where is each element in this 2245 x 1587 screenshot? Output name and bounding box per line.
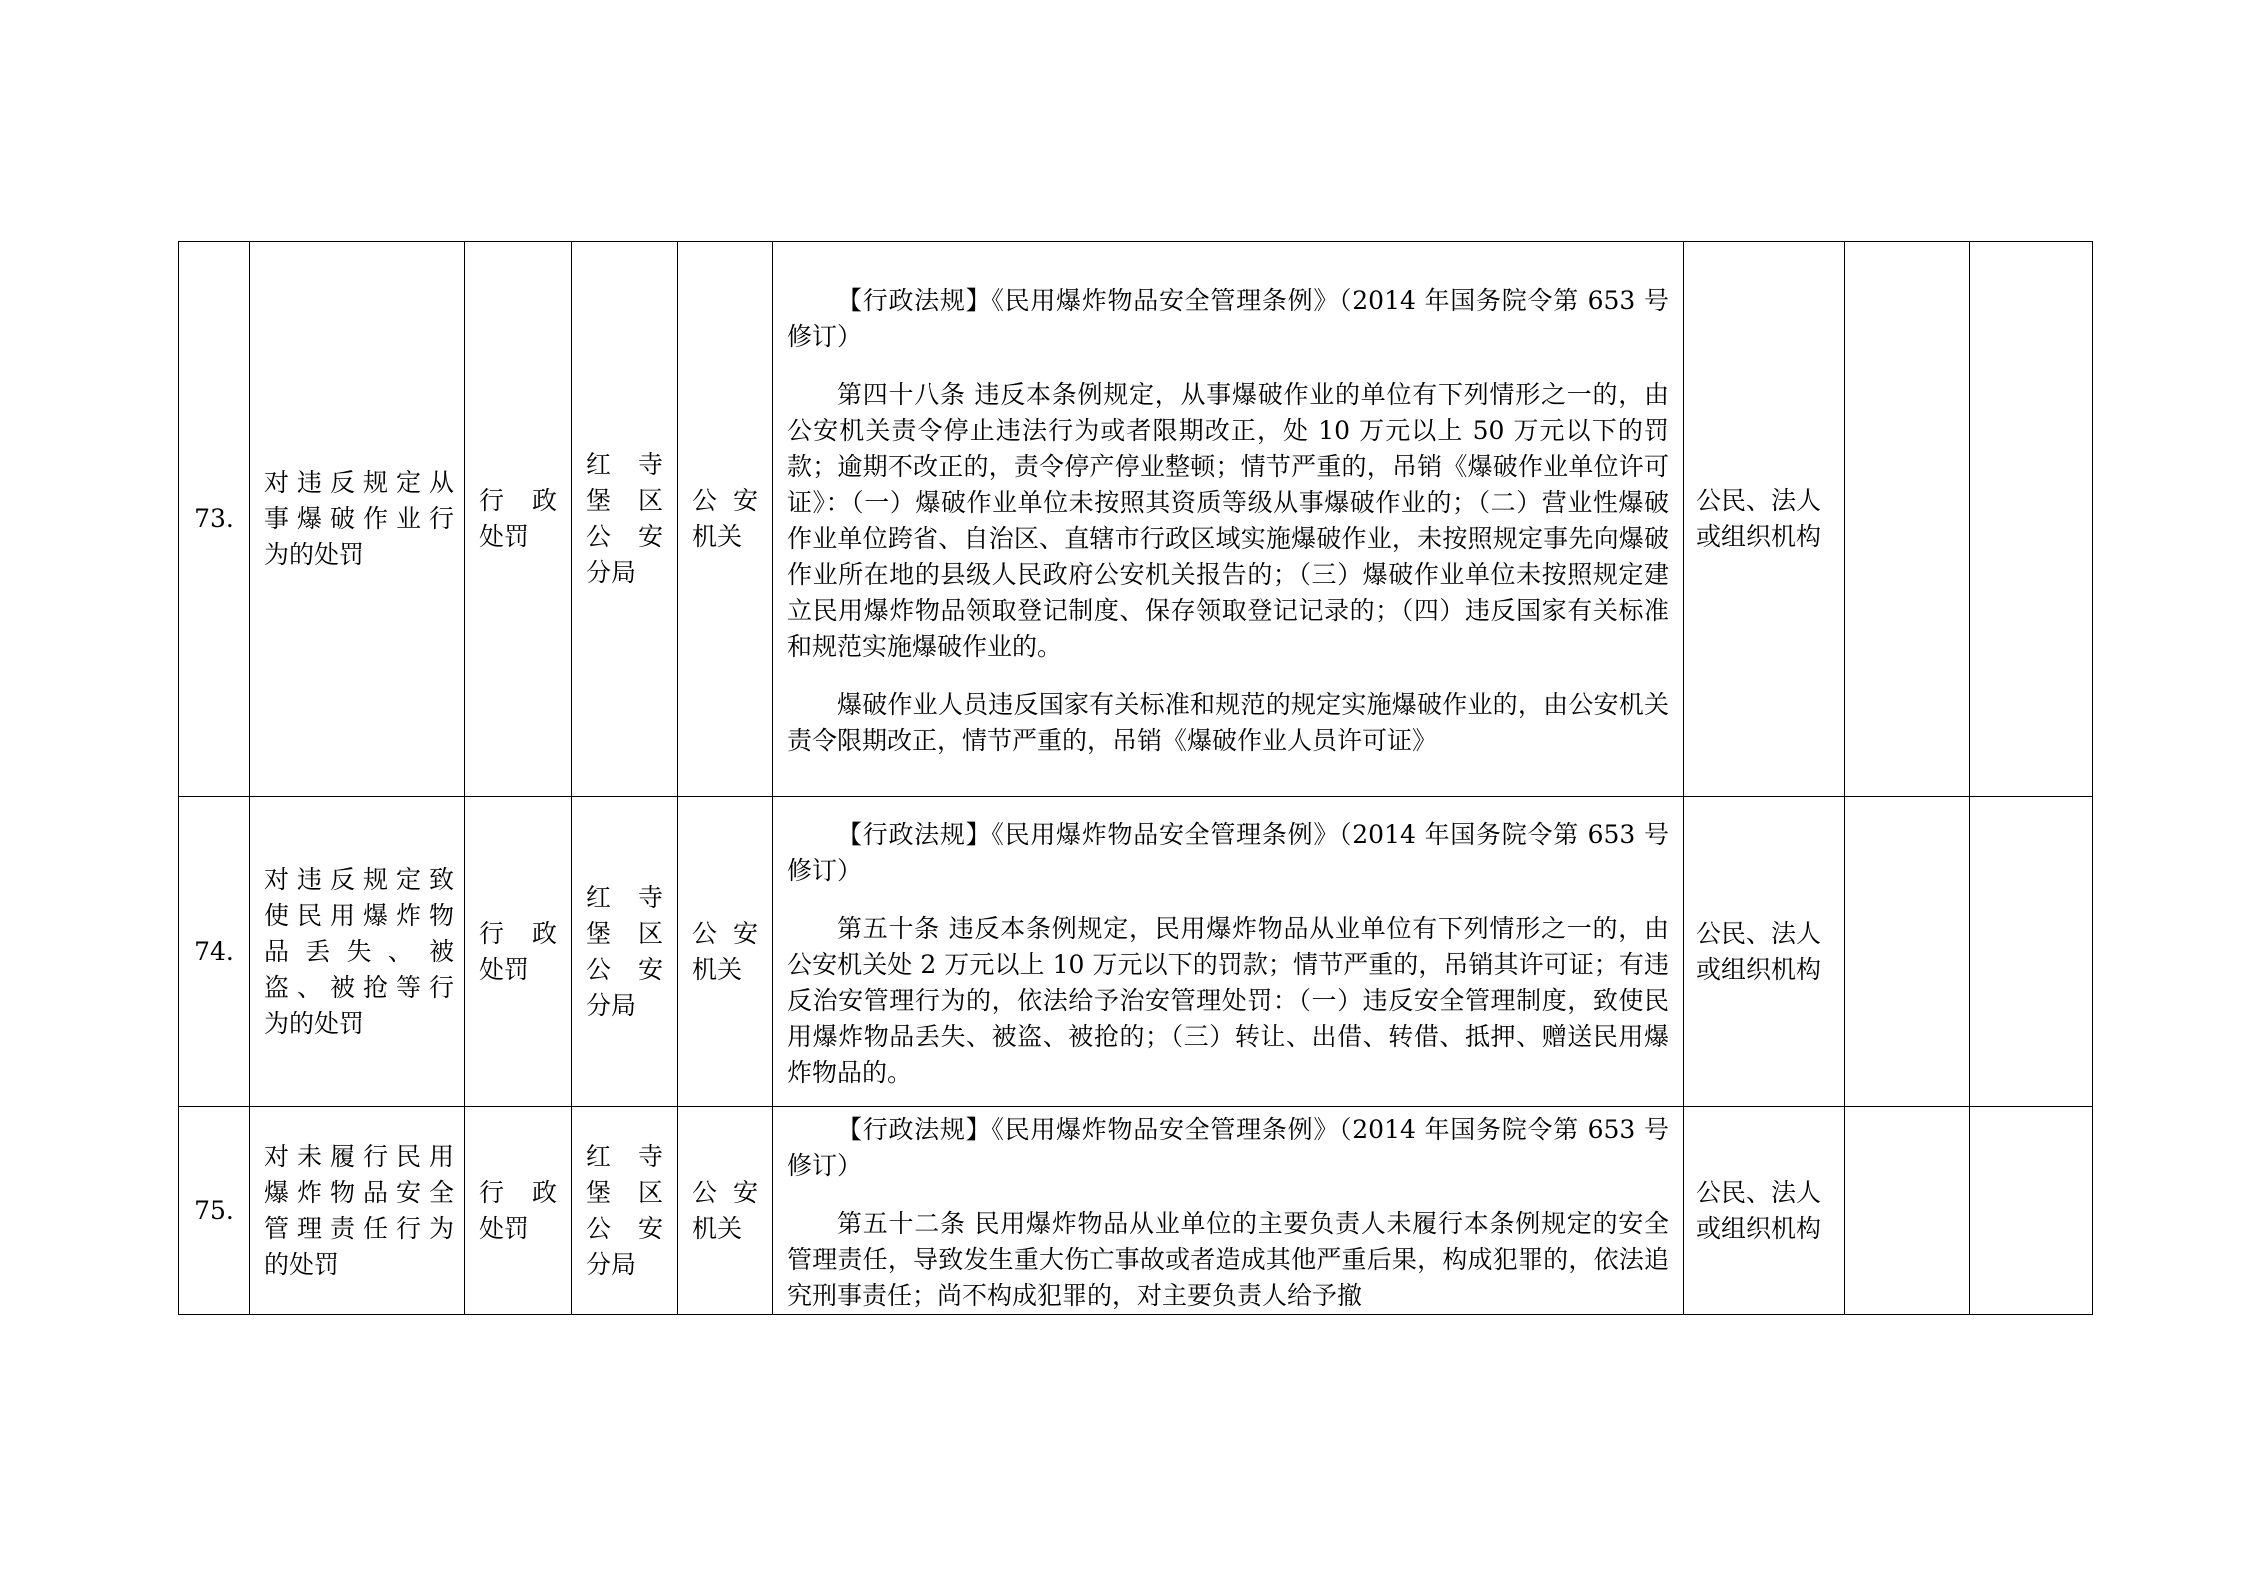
power-type-cell xyxy=(465,1107,572,1315)
power-type-line: 处罚 xyxy=(479,522,530,551)
power-type-line: 行 政 xyxy=(479,1177,557,1207)
target-object-line: 公民、法人 xyxy=(1696,486,1822,515)
enforcement-body-line: 机关 xyxy=(692,954,743,984)
department-line: 堡 区 xyxy=(586,918,663,948)
power-type-line: 行 政 xyxy=(479,486,557,515)
department-line: 公 安 xyxy=(586,954,663,984)
legal-basis-cell xyxy=(773,242,1684,797)
item-name-cell xyxy=(250,1107,465,1315)
power-type-cell xyxy=(465,242,572,797)
target-object-line: 或组织机构 xyxy=(1696,1213,1822,1243)
row-number: 73. xyxy=(179,242,250,797)
legal-basis-article: 第五十二条 民用爆炸物品从业单位的主要负责人未履行本条例规定的安全管理责任，导致发生重大伤亡事故或者造成其他严重后果，构成犯罪的，依法追究刑事责任；尚不构成犯罪的，对主要负责人给予撤 xyxy=(787,1208,1669,1310)
power-type-cell xyxy=(465,797,572,1107)
target-object-line: 或组织机构 xyxy=(1696,954,1822,984)
department-line: 红 寺 xyxy=(586,450,663,479)
department-cell xyxy=(572,242,678,797)
enforcement-body-line: 机关 xyxy=(692,1213,743,1243)
legal-basis-cell xyxy=(773,1107,1684,1315)
item-name-line: 品 丢 失 、 被 xyxy=(264,936,454,966)
department-line: 堡 区 xyxy=(586,1177,663,1207)
legal-basis-article: 第五十条 违反本条例规定，民用爆炸物品从业单位有下列情形之一的，由公安机关处 2 万元以上 10 万元以下的罚款；情节严重的，吊销其许可证；有违反治安管理行为的，依法给予治安管理处罚：（一）违反安全管理制度，致使民用爆炸物品丢失、被盗、被抢的；（三）转让、出借、转借、抵押、赠送民用爆炸物品的。 xyxy=(787,913,1669,1087)
enforcement-body-line: 机关 xyxy=(692,522,743,551)
item-name-cell xyxy=(250,242,465,797)
item-name-line: 事爆破作业行 xyxy=(264,504,454,533)
item-name-line: 为的处罚 xyxy=(264,540,365,569)
target-object-line: 或组织机构 xyxy=(1696,522,1822,551)
row-number: 75. xyxy=(179,1107,250,1315)
item-name-line: 对未履行民用 xyxy=(264,1141,454,1171)
power-type-line: 处罚 xyxy=(479,954,530,984)
enforcement-body-cell xyxy=(678,242,773,797)
target-object-line: 公民、法人 xyxy=(1696,1177,1822,1207)
item-name-line: 管理责任行为 xyxy=(264,1213,454,1243)
department-line: 红 寺 xyxy=(586,882,663,912)
department-cell xyxy=(572,797,678,1107)
enforcement-body-line: 公 安 xyxy=(692,486,758,515)
department-cell xyxy=(572,1107,678,1315)
empty-cell xyxy=(1970,1107,2093,1315)
department-line: 公 安 xyxy=(586,522,663,551)
empty-cell xyxy=(1970,242,2093,797)
power-type-line: 行 政 xyxy=(479,918,557,948)
legal-basis-source: 【行政法规】《民用爆炸物品安全管理条例》（2014 年国务院令第 653 号修订） xyxy=(787,1114,1669,1180)
item-name-line: 对违反规定从 xyxy=(264,468,454,497)
department-line: 分局 xyxy=(586,990,637,1020)
table-row xyxy=(179,1107,2093,1315)
enforcement-body-line: 公 安 xyxy=(692,1177,758,1207)
table-row xyxy=(179,797,2093,1107)
enforcement-body-cell xyxy=(678,1107,773,1315)
legal-basis-source: 【行政法规】《民用爆炸物品安全管理条例》（2014 年国务院令第 653 号修订） xyxy=(787,286,1669,351)
target-object-line: 公民、法人 xyxy=(1696,918,1822,948)
department-line: 公 安 xyxy=(586,1213,663,1243)
target-object-cell xyxy=(1684,797,1845,1107)
department-line: 分局 xyxy=(586,1249,637,1279)
item-name-line: 的处罚 xyxy=(264,1249,340,1279)
empty-cell xyxy=(1970,797,2093,1107)
enforcement-body-line: 公 安 xyxy=(692,918,758,948)
target-object-cell xyxy=(1684,1107,1845,1315)
legal-basis-cell xyxy=(773,797,1684,1107)
legal-basis-article: 第四十八条 违反本条例规定，从事爆破作业的单位有下列情形之一的，由公安机关责令停止违法行为或者限期改正，处 10 万元以上 50 万元以下的罚款；逾期不改正的，责令停产停业整顿；情节严重的，吊销《爆破作业单位许可证》：（一）爆破作业单位未按照其资质等级从事爆破作业的；（二）营业性爆破作业单位跨省、自治区、直辖市行政区域实施爆破作业，未按照规定事先向爆破作业所在地的县级人民政府公安机关报告的；（三）爆破作业单位未按照规定建立民用爆炸物品领取登记制度、保存领取登记记录的；（四）违反国家有关标准和规范实施爆破作业的。 xyxy=(787,380,1669,661)
item-name-line: 为的处罚 xyxy=(264,1008,365,1038)
power-type-line: 处罚 xyxy=(479,1213,530,1243)
empty-cell xyxy=(1845,797,1970,1107)
empty-cell xyxy=(1845,1107,1970,1315)
target-object-cell xyxy=(1684,242,1845,797)
item-name-line: 盗、被抢等行 xyxy=(264,972,454,1002)
enforcement-body-cell xyxy=(678,797,773,1107)
table-row xyxy=(179,242,2093,797)
power-list-table xyxy=(178,241,2093,1315)
department-line: 分局 xyxy=(586,558,637,587)
department-line: 红 寺 xyxy=(586,1141,663,1171)
item-name-line: 使民用爆炸物 xyxy=(264,900,454,930)
item-name-line: 爆炸物品安全 xyxy=(264,1177,454,1207)
item-name-line: 对违反规定致 xyxy=(264,864,454,894)
item-name-cell xyxy=(250,797,465,1107)
empty-cell xyxy=(1845,242,1970,797)
row-number: 74. xyxy=(179,797,250,1107)
department-line: 堡 区 xyxy=(586,486,663,515)
legal-basis-article: 爆破作业人员违反国家有关标准和规范的规定实施爆破作业的，由公安机关责令限期改正，情节严重的，吊销《爆破作业人员许可证》 xyxy=(787,690,1669,755)
legal-basis-source: 【行政法规】《民用爆炸物品安全管理条例》（2014 年国务院令第 653 号修订） xyxy=(787,819,1669,885)
